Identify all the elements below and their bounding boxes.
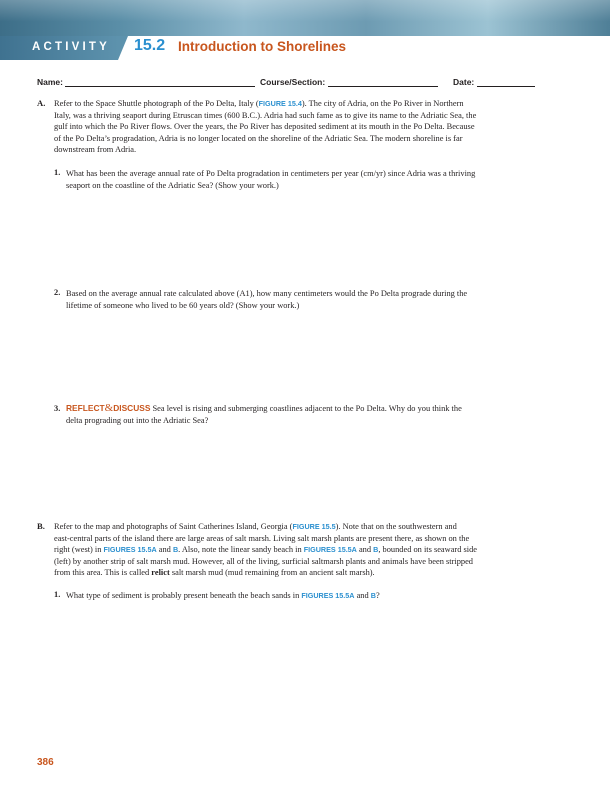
page-number: 386	[37, 757, 54, 768]
date-label: Date:	[453, 77, 475, 87]
section-a-line-2: Italy, was a thriving seaport during Etruscan times (600 B.C.). Adria had such fame as to give its name to the Adriatic Sea, the	[54, 110, 477, 120]
activity-number: 15.2	[134, 37, 166, 54]
question-a2-number: 2.	[54, 288, 61, 297]
figure-ref[interactable]: FIGURES 15.5A	[301, 591, 355, 600]
question-b1-number: 1.	[54, 590, 61, 599]
activity-tab-notch	[118, 36, 128, 60]
date-blank[interactable]	[477, 76, 535, 87]
figure-ref[interactable]: FIGURE 15.4	[258, 99, 302, 108]
question-a3-text: REFLECT&DISCUSS Sea level is rising and submerging coastlines adjacent to the Po Delta. Why do you think the delta prograding out into the Adriatic Sea?	[66, 402, 462, 425]
question-a3-number: 3.	[54, 404, 61, 413]
ampersand: &	[104, 402, 114, 414]
figure-ref[interactable]: FIGURE 15.5	[292, 522, 336, 531]
question-a1-text: What has been the average annual rate of Po Delta progradation in centimeters per year (cm/yr) since Adria was a thriving seaport on the coastline of the Adriatic Sea? (Show your work.)	[66, 169, 476, 190]
section-a-line-5: downstream from Adria.	[54, 145, 137, 155]
section-b-intro: Refer to the map and photographs of Saint Catherines Island, Georgia (FIGURE 15.5). Note that on the southwestern and east-central parts of the island there are large areas of salt marsh. Living salt marsh plants are present there, as shown on the right (west) in FIGURES 15.5A and B. Also, note the linear sandy beach in FIGURES 15.5A and B, bounded on its seaward side (left) by another strip of salt marsh mud. However, all of the living, surficial saltmarsh plants and animals have been stripped from this area. This is called relict salt marsh mud (mud remaining from an ancient salt marsh).	[54, 522, 477, 578]
figure-ref[interactable]: FIGURES 15.5A	[303, 545, 357, 555]
section-a-line-4: of the Po Delta’s progradation, Adria is no longer located on the shoreline of the Adriatic Sea. The modern shoreline is far	[54, 133, 463, 143]
course-blank[interactable]	[328, 76, 438, 87]
course-label: Course/Section:	[260, 77, 326, 87]
course-field[interactable]	[260, 76, 438, 87]
section-a-line-1: Refer to the Space Shuttle photograph of the Po Delta, Italy (FIGURE 15.4). The city of Adria, on the Po River in Northern	[54, 99, 464, 108]
question-a1-number: 1.	[54, 168, 61, 177]
figure-ref[interactable]: FIGURES 15.5A	[103, 545, 157, 555]
header-banner-sheen	[0, 0, 610, 36]
activity-title: Introduction to Shorelines	[178, 39, 346, 54]
name-field[interactable]	[37, 76, 255, 87]
figure-ref[interactable]: B	[370, 591, 376, 600]
name-course-date-row	[37, 76, 567, 90]
section-a-letter: A.	[37, 98, 46, 108]
reflect-label: REFLECT	[66, 403, 105, 413]
activity-label: ACTIVITY	[32, 41, 110, 53]
name-label: Name:	[37, 77, 63, 87]
question-a2-text: Based on the average annual rate calculated above (A1), how many centimeters would the Po Delta prograde during the lifetime of someone who lived to be 60 years old? (Show your work.)	[66, 289, 468, 310]
question-b1-text: What type of sediment is probably present beneath the beach sands in FIGURES 15.5A and B?	[66, 591, 380, 600]
relict-term: relict	[151, 568, 170, 578]
section-a-line-3: gulf into which the Po River flows. Over the years, the Po River has deposited sediment at its mouth in the Po Delta. Because	[54, 122, 475, 132]
figure-ref[interactable]: B	[373, 545, 379, 555]
section-a-intro	[54, 98, 564, 156]
discuss-label: DISCUSS	[113, 403, 151, 413]
name-blank[interactable]	[65, 76, 255, 87]
section-b-letter: B.	[37, 521, 45, 531]
date-field[interactable]	[453, 76, 535, 87]
figure-ref[interactable]: B	[172, 545, 179, 555]
